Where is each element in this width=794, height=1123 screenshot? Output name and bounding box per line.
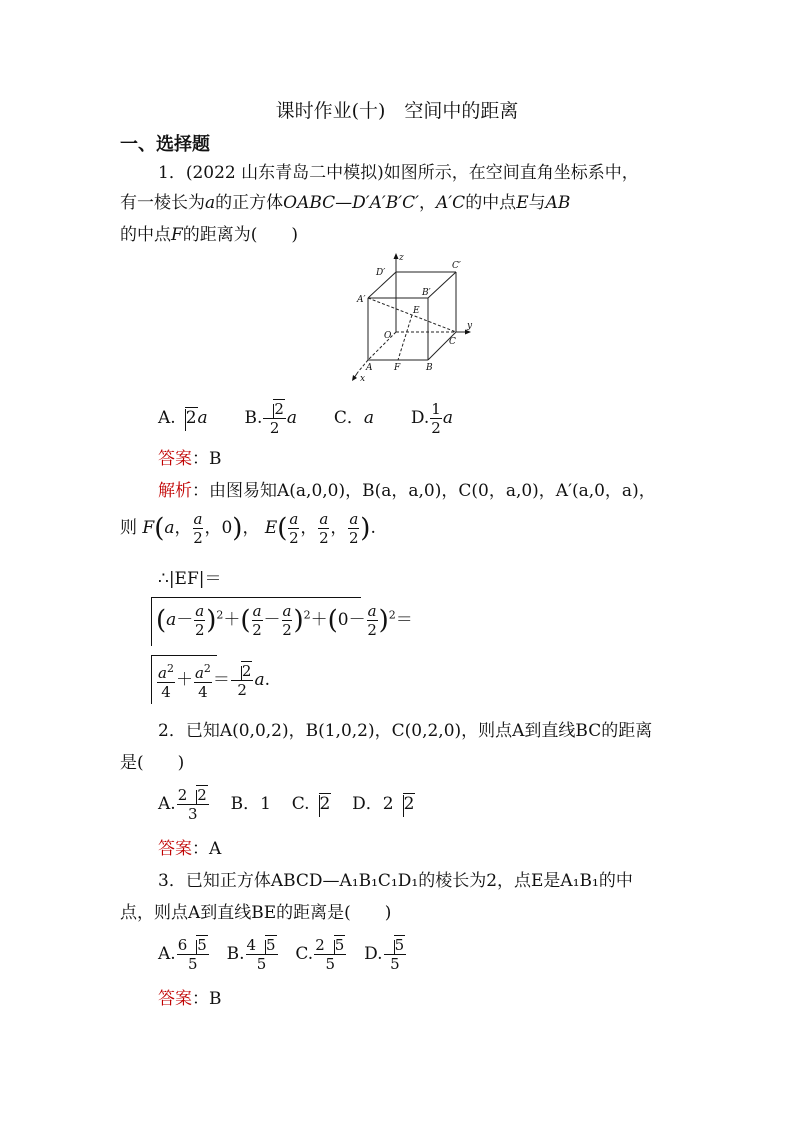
q1-ef-label: ∴|EF|＝	[158, 569, 222, 589]
q2-line-2: 是( )	[120, 753, 185, 773]
figure-label-d-prime: D′	[376, 268, 386, 278]
answer-label: 答案	[158, 449, 192, 469]
q3-answer: 答案：B	[158, 989, 222, 1009]
q2-option-c[interactable]: C. 2	[292, 794, 332, 814]
figure-label-b-prime: B′	[422, 288, 431, 298]
figure-label-a: A	[366, 363, 373, 373]
q1-line-3: 的中点F的距离为( )	[120, 225, 299, 245]
q1-analysis-line-1: 解析：由图易知A(a,0,0)，B(a，a,0)，C(0，a,0)，A′(a,0，a)，	[158, 481, 656, 501]
q1-options	[158, 400, 453, 437]
section-heading: 一、选择题	[120, 134, 210, 155]
q3-option-d[interactable]: D. $\frac{5}{5}$	[364, 936, 405, 973]
q1-option-d[interactable]: D. $\frac{1}{2}$ a	[410, 400, 453, 437]
radical-sign	[143, 598, 152, 646]
figure-label-y: y	[467, 321, 473, 331]
radical-bar	[151, 597, 361, 598]
figure-label-f: F	[394, 363, 401, 373]
q1-option-c[interactable]: C．a	[333, 408, 375, 428]
answer-label: 答案	[158, 989, 192, 1009]
radical-bar-2	[151, 655, 217, 656]
ef-result: $\frac{a^2}{4}$ ＋ $\frac{a^2}{4}$ ＝ $\frac{2}{2}$ a.	[158, 662, 270, 701]
figure-label-z: z	[399, 253, 404, 263]
q3-line-2: 点，则点A到直线BE的距离是( )	[120, 903, 392, 923]
q3-options	[158, 936, 407, 973]
q1-option-b[interactable]: B. $\frac{2}{2}$ a	[244, 400, 298, 437]
q1-answer: 答案：B	[158, 449, 222, 469]
q1-line-1: 1．(2022 山东青岛二中模拟)如图所示，在空间直角坐标系中，	[158, 163, 639, 183]
q3-option-c[interactable]: C. $\frac{2 5}{5}$	[295, 936, 345, 973]
q1-line-2: 有一棱长为a的正方体OABC—D′A′B′C′，A′C的中点E与AB	[120, 193, 571, 213]
q3-option-a[interactable]: A. $\frac{6 5}{5}$	[158, 936, 207, 973]
q2-option-a[interactable]: A. $\frac{2 2}{3}$	[158, 786, 207, 823]
ef-expression: (a－ $\frac{a}{2}$ )$^2$＋( $\frac{a}{2}$ － $\frac{a}{2}$ )$^2$＋(0－ $\frac{a}{2}$ )$^2$＝	[156, 602, 413, 639]
figure-label-x: x	[360, 374, 366, 384]
figure-label-c-prime: C′	[452, 261, 461, 271]
cube-coordinate-figure	[328, 250, 476, 386]
page-title: 课时作业(十) 空间中的距离	[275, 100, 519, 122]
figure-label-c: C	[449, 337, 456, 347]
radical-sign-2	[143, 656, 152, 704]
q1-option-a[interactable]: A. 2a	[158, 408, 208, 428]
q2-option-d[interactable]: D．2 2	[352, 794, 415, 814]
q2-options	[158, 786, 415, 823]
figure-label-e: E	[413, 306, 420, 316]
answer-label: 答案	[158, 839, 192, 859]
figure-label-b: B	[426, 363, 433, 373]
analysis-label: 解析	[158, 481, 192, 501]
q2-answer: 答案：A	[158, 839, 222, 859]
q2-line-1: 2．已知A(0,0,2)，B(1,0,2)，C(0,2,0)，则点A到直线BC的距离	[158, 721, 653, 741]
figure-label-a-prime: A′	[357, 295, 366, 305]
q1-analysis-line-2: 则 F(a， $\frac{a}{2}$ ，0)， E( $\frac{a}{2}$ ， $\frac{a}{2}$ ， $\frac{a}{2}$ ).	[120, 510, 376, 547]
q2-option-b[interactable]: B．1	[230, 794, 271, 814]
figure-label-o: O	[384, 331, 392, 341]
q3-option-b[interactable]: B. $\frac{4 5}{5}$	[226, 936, 276, 973]
q3-line-1: 3．已知正方体ABCD—A₁B₁C₁D₁的棱长为2，点E是A₁B₁的中	[158, 871, 633, 891]
